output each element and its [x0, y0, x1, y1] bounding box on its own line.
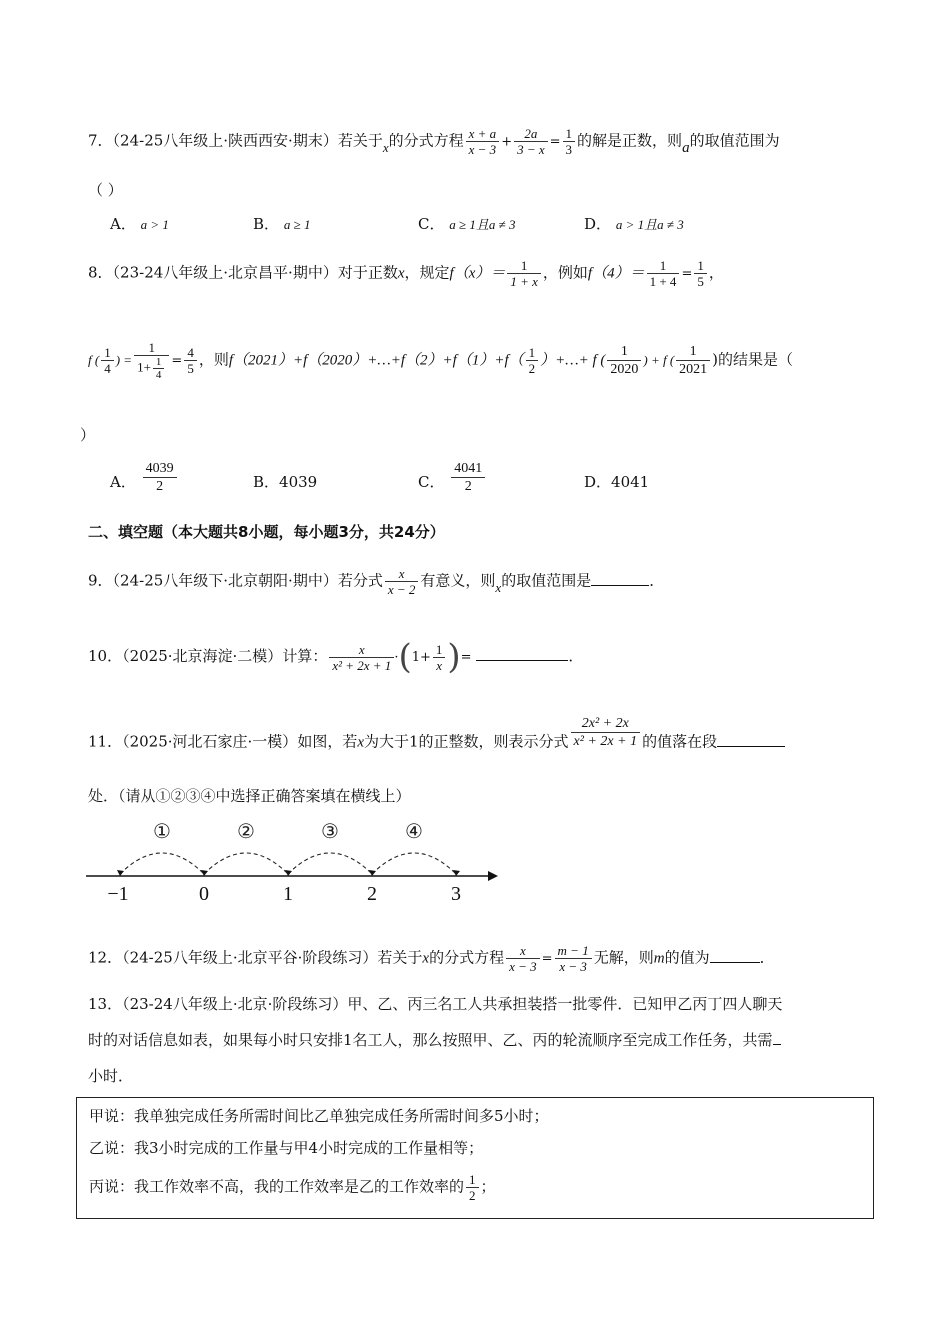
q13-stem-line2: 时的对话信息如表，如果每小时只安排1名工人，那么按照甲、乙、丙的轮流顺序至完成工作任务，共需 — [88, 1030, 781, 1050]
q8-option-d[interactable]: D．4041 — [584, 473, 650, 491]
q8-option-b[interactable]: B．4039 — [253, 473, 318, 491]
q13-stem-line3: 小时． — [88, 1067, 134, 1085]
tick-label-neg1: −1 — [107, 883, 129, 905]
q12-answer-blank[interactable] — [710, 948, 760, 963]
q8-complex-frac: 1 1+ $\frac{1}{4}$ — [134, 340, 169, 381]
q7-paren: （ ） — [88, 181, 123, 199]
arc-3 — [288, 853, 372, 874]
q7-number: 7． — [88, 131, 113, 150]
q10-answer-blank[interactable] — [476, 646, 568, 661]
q7-option-a[interactable]: A． a > 1 — [110, 215, 169, 233]
q8-source: （23-24八年级上·北京昌平·期中） — [112, 263, 338, 282]
section2-heading: 二、填空题（本大题共8小题，每小题3分，共24分） — [88, 523, 445, 541]
q9-answer-blank[interactable] — [591, 571, 649, 586]
jia-statement: 甲说：我单独完成任务所需时间比乙单独完成任务所需时间多5小时； — [89, 1107, 549, 1125]
q7-frac1: $\frac{x + a}{x - 3}$ — [466, 126, 500, 157]
tick-label-2: 2 — [367, 883, 377, 905]
q8-option-c[interactable]: C． $\frac{4041}{2}$ — [418, 460, 487, 495]
q9-stem: 9．（24-25八年级下·北京朝阳·期中）若分式 $\frac{x}{x - 2}$ 有意义，则x的取值范围是 ． — [88, 566, 665, 597]
q8-option-a[interactable]: A． $\frac{4039}{2}$ — [110, 460, 179, 495]
q7-option-c[interactable]: C． a ≥ 1且a ≠ 3 — [418, 215, 516, 233]
bing-statement: 丙说：我工作效率不高，我的工作效率是乙的工作效率的 $\frac{1}{2}$ ； — [89, 1172, 496, 1203]
q8-def-frac: $\frac{1}{1 + x}$ — [507, 258, 541, 289]
q10-stem: 10．（2025·北京海淀·二模）计算： $\frac{x}{\text{x² + 2x + 1}}$ ·(1+ $\frac{1}{x}$ )= ． — [88, 637, 584, 677]
q7-source: （24-25八年级上·陕西西安·期末） — [112, 131, 338, 150]
number-line-arrowhead — [488, 871, 498, 881]
arc-label-1: ① — [153, 821, 171, 843]
arc-2 — [204, 853, 288, 874]
q11-line2: 处．（请从①②③④中选择正确答案填在横线上） — [88, 787, 411, 805]
tick-label-0: 0 — [199, 883, 209, 905]
q11-answer-blank[interactable] — [717, 732, 785, 747]
tick-label-1: 1 — [283, 883, 293, 905]
q13-stem: 13．（23-24八年级上·北京·阶段练习）甲、乙、丙三名工人共承担装搭一批零件．已知甲乙丙丁四人聊天 — [88, 995, 783, 1013]
q7-frac2: $\frac{2a}{3 - x}$ — [514, 126, 548, 157]
q8-close-paren: ） — [80, 426, 96, 444]
arc-4 — [372, 853, 456, 874]
tick-label-3: 3 — [451, 883, 461, 905]
q7-option-b[interactable]: B． a ≥ 1 — [253, 215, 311, 233]
q7-option-d[interactable]: D． a > 1且a ≠ 3 — [584, 215, 684, 233]
q7-stem: 7．（24-25八年级上·陕西西安·期末）若关于x的分式方程 $\frac{x + a}{x - 3}$ + $\frac{2a}{3 - x}$ = $\frac{1}{3}$ 的解是正数，则a的取值范围为 — [88, 126, 780, 157]
arc-1 — [120, 853, 204, 874]
yi-statement: 乙说：我3小时完成的工作量与甲4小时完成的工作量相等； — [89, 1139, 484, 1157]
q8-stem-line2: f ( $\frac{1}{4}$ ) = 1 1+ $\frac{1}{4}$ = $\frac{4}{5}$ ，则f（2021）+f（2020）+…+f（2）+f（1）+f（ $\frac{1}{2}$ ）+…+ f ( $\frac{1}{2020}$ ) + f ( $\frac{1}{2021}$ )的结果是（ — [88, 340, 794, 381]
arc-label-4: ④ — [405, 821, 423, 843]
q11-stem: 11．（2025·河北石家庄·一模）如图，若x为大于1的正整数，则表示分式 $\frac{\text{2x² + 2x}}{\text{x² + 2x + 1}}$ 的值落在段 — [88, 725, 785, 760]
q7-frac3: $\frac{1}{3}$ — [563, 126, 576, 157]
arc-label-3: ③ — [321, 821, 339, 843]
q8-stem: 8．（23-24八年级上·北京昌平·期中）对于正数x，规定f（x）＝ $\frac{1}{1 + x}$ ，例如f（4）＝ $\frac{1}{1 + 4}$ = $\frac{1}{5}$ ， — [88, 258, 724, 289]
q13-dialog-box — [76, 1097, 874, 1219]
arc-label-2: ② — [237, 821, 255, 843]
q13-answer-blank[interactable] — [773, 1030, 781, 1045]
q8-number: 8． — [88, 263, 113, 282]
q12-stem: 12．（24-25八年级上·北京平谷·阶段练习）若关于x的分式方程 $\frac{x}{x - 3}$ = $\frac{m - 1}{x - 3}$ 无解，则m的值为 ． — [88, 943, 775, 974]
number-line-figure — [84, 812, 504, 908]
